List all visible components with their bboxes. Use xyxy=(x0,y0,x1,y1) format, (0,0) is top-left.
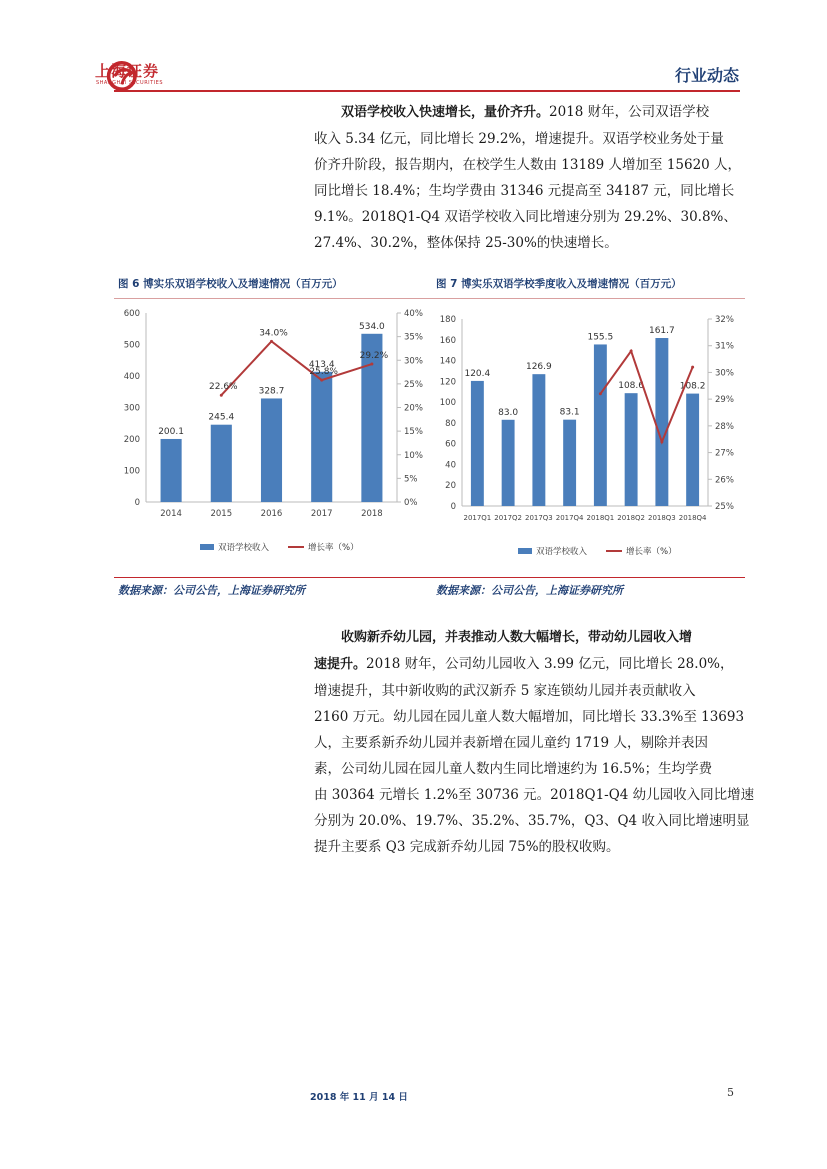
revenue-bar xyxy=(532,374,545,506)
x-tick-label: 2018Q1 xyxy=(586,514,615,522)
revenue-bar xyxy=(471,381,484,506)
growth-rate-point xyxy=(660,440,663,443)
right-tick-label: 20% xyxy=(404,403,423,414)
left-tick-label: 400 xyxy=(123,372,140,382)
x-tick-label: 2016 xyxy=(260,509,283,519)
left-tick-label: 300 xyxy=(123,403,140,414)
left-tick-label: 60 xyxy=(445,439,456,450)
left-tick-label: 80 xyxy=(445,418,456,429)
chart-annual-revenue xyxy=(114,300,423,565)
left-tick-label: 200 xyxy=(123,435,140,445)
page-number: 5 xyxy=(727,1086,734,1099)
right-tick-label: 29% xyxy=(715,395,734,406)
paragraph-line: 增速提升，其中新收购的武汉新乔 5 家连锁幼儿园并表贡献收入 xyxy=(314,683,696,699)
bar-value-label: 413.4 xyxy=(308,359,335,370)
logo-text: 上海证券 xyxy=(95,62,160,80)
paragraph-line: 收入 5.34 亿元，同比增长 29.2%，增速提升。双语学校业务处于量 xyxy=(314,131,724,147)
revenue-bar xyxy=(311,372,332,502)
left-tick-label: 20 xyxy=(445,481,456,492)
left-tick-label: 100 xyxy=(439,398,456,409)
bar-value-label: 200.1 xyxy=(158,426,184,437)
growth-rate-point xyxy=(320,379,323,382)
x-tick-label: 2014 xyxy=(160,509,182,519)
bar-value-label: 108.2 xyxy=(679,381,706,392)
growth-rate-point xyxy=(270,340,273,343)
x-tick-label: 2017 xyxy=(310,509,333,519)
x-tick-label: 2017Q2 xyxy=(494,514,523,522)
growth-rate-point xyxy=(599,392,602,395)
left-tick-label: 140 xyxy=(439,356,456,367)
figure-7-title: 图 7 博实乐双语学校季度收入及增速情况（百万元） xyxy=(436,278,682,290)
x-tick-label: 2017Q4 xyxy=(555,514,584,522)
left-tick-label: 0 xyxy=(134,498,140,508)
right-tick-label: 0% xyxy=(404,498,418,508)
bar-value-label: 120.4 xyxy=(464,368,491,379)
legend-bar-swatch xyxy=(518,548,532,554)
left-tick-label: 600 xyxy=(123,309,140,319)
growth-rate-label: 29.2% xyxy=(359,351,389,362)
paragraph-lead: 收购新乔幼儿园，并表推动人数大幅增长，带动幼儿园收入增 xyxy=(341,630,693,645)
revenue-bar xyxy=(502,420,515,506)
x-tick-label: 2018Q4 xyxy=(678,514,707,522)
x-tick-label: 2015 xyxy=(210,509,233,519)
bar-value-label: 155.5 xyxy=(587,332,614,343)
revenue-bar xyxy=(563,420,576,506)
revenue-bar xyxy=(655,338,668,506)
figure-bottom-rule xyxy=(114,577,745,578)
growth-rate-line xyxy=(600,351,692,442)
paragraph-line: 27.4%、30.2%，整体保持 25-30%的快速增长。 xyxy=(314,235,618,251)
left-tick-label: 0 xyxy=(450,502,456,512)
figure-6-source: 数据来源：公司公告，上海证券研究所 xyxy=(118,584,305,597)
revenue-bar xyxy=(625,393,638,506)
paragraph-bilingual-schools xyxy=(314,99,742,256)
section-title: 行业动态 xyxy=(674,66,739,85)
revenue-bar xyxy=(211,425,232,502)
right-tick-label: 15% xyxy=(404,427,423,438)
bar-value-label: 245.4 xyxy=(208,412,235,423)
right-tick-label: 30% xyxy=(715,368,734,379)
left-tick-label: 40 xyxy=(445,460,456,471)
left-tick-label: 160 xyxy=(439,335,456,346)
paragraph-line: 人，主要系新乔幼儿园并表新增在园儿童约 1719 人，剔除并表因 xyxy=(314,735,708,751)
left-tick-label: 120 xyxy=(439,377,456,388)
paragraph-line: 2160 万元。幼儿园在园儿童人数大幅增加，同比增长 33.3%至 13693 xyxy=(314,709,745,725)
left-tick-label: 180 xyxy=(439,315,456,325)
paragraph-line: 分别为 20.0%、19.7%、35.2%、35.7%，Q3、Q4 收入同比增速明显 xyxy=(314,813,750,829)
x-tick-label: 2017Q3 xyxy=(524,514,553,522)
bar-value-label: 328.7 xyxy=(258,386,285,397)
paragraph-line: 双语学校收入快速增长，量价齐升。2018 财年，公司双语学校 xyxy=(341,104,710,120)
left-tick-label: 100 xyxy=(123,466,140,477)
right-tick-label: 25% xyxy=(715,502,734,512)
bar-value-label: 83.0 xyxy=(498,407,519,418)
revenue-bar xyxy=(686,394,699,506)
figure-6-title: 图 6 博实乐双语学校收入及增速情况（百万元） xyxy=(118,278,343,290)
x-tick-label: 2018Q3 xyxy=(647,514,676,522)
right-tick-label: 35% xyxy=(404,332,423,343)
x-tick-label: 2018 xyxy=(361,509,383,519)
right-tick-label: 31% xyxy=(715,341,734,352)
paragraph-line: 速提升。2018 财年，公司幼儿园收入 3.99 亿元，同比增长 28.0%， xyxy=(314,656,734,672)
paragraph-line: 提升主要系 Q3 完成新乔幼儿园 75%的股权收购。 xyxy=(314,839,620,855)
bar-value-label: 161.7 xyxy=(648,326,675,337)
x-tick-label: 2017Q1 xyxy=(463,514,492,522)
growth-rate-label: 25.8% xyxy=(309,367,338,378)
paragraph-line: 由 30364 元增长 1.2%至 30736 元。2018Q1-Q4 幼儿园收入同比增速 xyxy=(314,787,755,803)
right-tick-label: 25% xyxy=(404,379,423,390)
growth-rate-line xyxy=(221,341,372,395)
right-tick-label: 28% xyxy=(715,421,734,432)
growth-rate-point xyxy=(630,350,633,353)
right-tick-label: 27% xyxy=(715,448,734,459)
legend-line-label: 增长率（%） xyxy=(626,547,677,557)
figure-7-source: 数据来源：公司公告，上海证券研究所 xyxy=(436,584,623,597)
revenue-bar xyxy=(161,439,182,502)
right-tick-label: 30% xyxy=(404,356,423,367)
logo-subtitle: SHANGHAI SECURITIES xyxy=(96,80,164,86)
paragraph-line: 9.1%。2018Q1-Q4 双语学校收入同比增速分别为 29.2%、30.8%、 xyxy=(314,209,737,225)
bar-value-label: 83.1 xyxy=(559,407,580,418)
left-tick-label: 500 xyxy=(123,340,140,351)
growth-rate-label: 34.0% xyxy=(259,328,288,339)
growth-rate-point xyxy=(370,363,373,366)
right-tick-label: 26% xyxy=(715,475,734,486)
growth-rate-label: 22.6% xyxy=(209,382,238,393)
bar-value-label: 126.9 xyxy=(525,362,552,373)
right-tick-label: 40% xyxy=(404,309,423,319)
growth-rate-point xyxy=(691,366,694,369)
x-tick-label: 2018Q2 xyxy=(617,514,646,522)
footer-date: 2018 年 11 月 14 日 xyxy=(310,1092,408,1103)
legend-bar-swatch xyxy=(200,544,214,550)
figure-top-rule xyxy=(114,298,745,299)
header-rule xyxy=(114,90,740,92)
revenue-bar xyxy=(261,398,282,502)
paragraph-lead: 双语学校收入快速增长，量价齐升。 xyxy=(341,105,550,120)
paragraph-kindergartens xyxy=(314,625,755,860)
revenue-bar xyxy=(594,344,607,506)
paragraph-line: 素，公司幼儿园在园儿童人数内生同比增速约为 16.5%；生均学费 xyxy=(314,761,713,777)
paragraph-line: 价齐升阶段，报告期内，在校学生人数由 13189 人增加至 15620 人， xyxy=(314,157,742,173)
bar-value-label: 108.6 xyxy=(618,381,645,392)
growth-rate-point xyxy=(220,394,223,397)
legend-bar-label: 双语学校收入 xyxy=(218,543,270,553)
right-tick-label: 5% xyxy=(404,474,418,485)
paragraph-line: 同比增长 18.4%；生均学费由 31346 元提高至 34187 元，同比增长 xyxy=(314,183,735,199)
bar-value-label: 534.0 xyxy=(359,321,385,332)
legend-line-label: 增长率（%） xyxy=(308,543,359,553)
right-tick-label: 32% xyxy=(715,315,734,325)
chart-quarterly-revenue xyxy=(432,300,744,565)
right-tick-label: 10% xyxy=(404,450,423,461)
legend-bar-label: 双语学校收入 xyxy=(536,547,588,557)
